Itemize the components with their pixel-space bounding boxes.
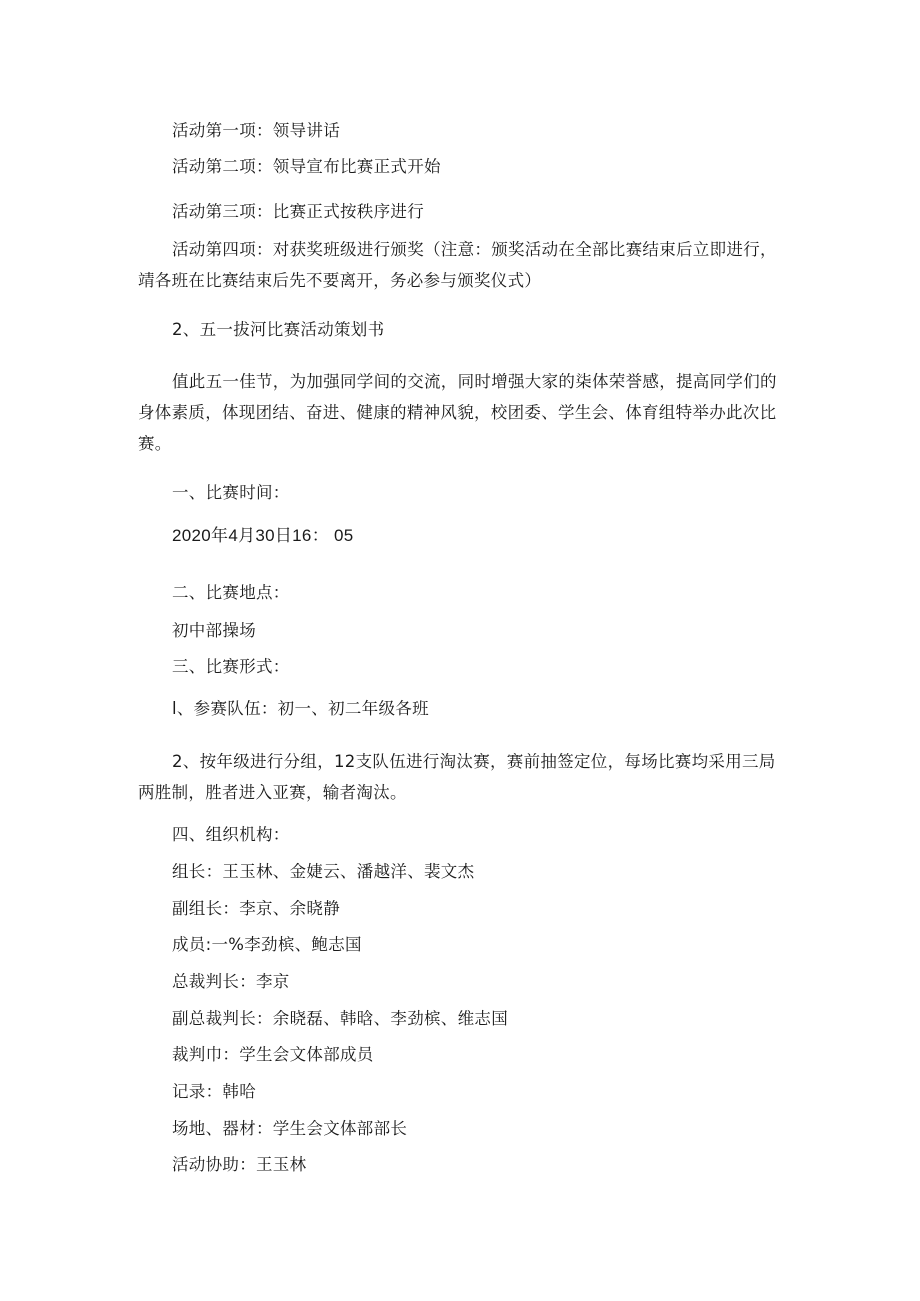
- activity-item-3: 活动第三项：比赛正式按秩序进行: [172, 202, 424, 221]
- org-venue-equipment: 场地、器材：学生会文体部部长: [172, 1119, 408, 1138]
- activity-item-4: 活动第四项：对获奖班级进行颁奖（注意：颁奖活动在全部比赛结束后立即进行，靖各班在比赛结束后先不要离开，务必参与颁奖仪式）: [138, 240, 777, 290]
- place-value: 初中部操场: [172, 621, 256, 640]
- time-heading: 一、比赛时间：: [172, 483, 290, 502]
- place-heading: 二、比赛地点：: [172, 583, 290, 602]
- org-chief-judge: 总裁判长：李京: [172, 972, 290, 991]
- org-members: 成员:一%李劲槟、鲍志国: [172, 935, 362, 954]
- org-vice-chief-judge: 副总裁判长：余晓磊、韩晗、李劲槟、维志国: [172, 1009, 508, 1028]
- format-heading: 三、比赛形式：: [172, 657, 290, 676]
- org-vice-leader: 副组长：李京、余晓静: [172, 899, 340, 918]
- intro-paragraph: 值此五一佳节，为加强同学间的交流，同时增强大家的柒体荣誉感，提高同学们的身体素质，体现团结、奋进、健康的精神风貌，校团委、学生会、体育组特举办此次比赛。: [138, 372, 777, 453]
- org-leader: 组长：王玉林、金婕云、潘越洋、裴文杰: [172, 862, 475, 881]
- format-item-2: 2、按年级进行分组，12支队伍进行淘汰赛，赛前抽签定位，每场比赛均采用三局两胜制，胜者进入亚赛，输者淘汰。: [138, 752, 776, 802]
- org-heading: 四、组织机构：: [172, 825, 290, 844]
- format-item-1: l、参赛队伍：初一、初二年级各班: [172, 699, 429, 718]
- activity-item-1: 活动第一项：领导讲话: [172, 121, 340, 140]
- activity-item-2: 活动第二项：领导宣布比赛正式开始: [172, 157, 441, 176]
- time-value: 2020年4月30日16： 05: [172, 526, 354, 545]
- org-recorder: 记录：韩哈: [172, 1082, 256, 1101]
- org-assistant: 活动协助：王玉林: [172, 1155, 307, 1174]
- org-judges: 裁判巾：学生会文体部成员: [172, 1045, 374, 1064]
- section-2-title: 2、五一拔河比赛活动策划书: [172, 320, 385, 339]
